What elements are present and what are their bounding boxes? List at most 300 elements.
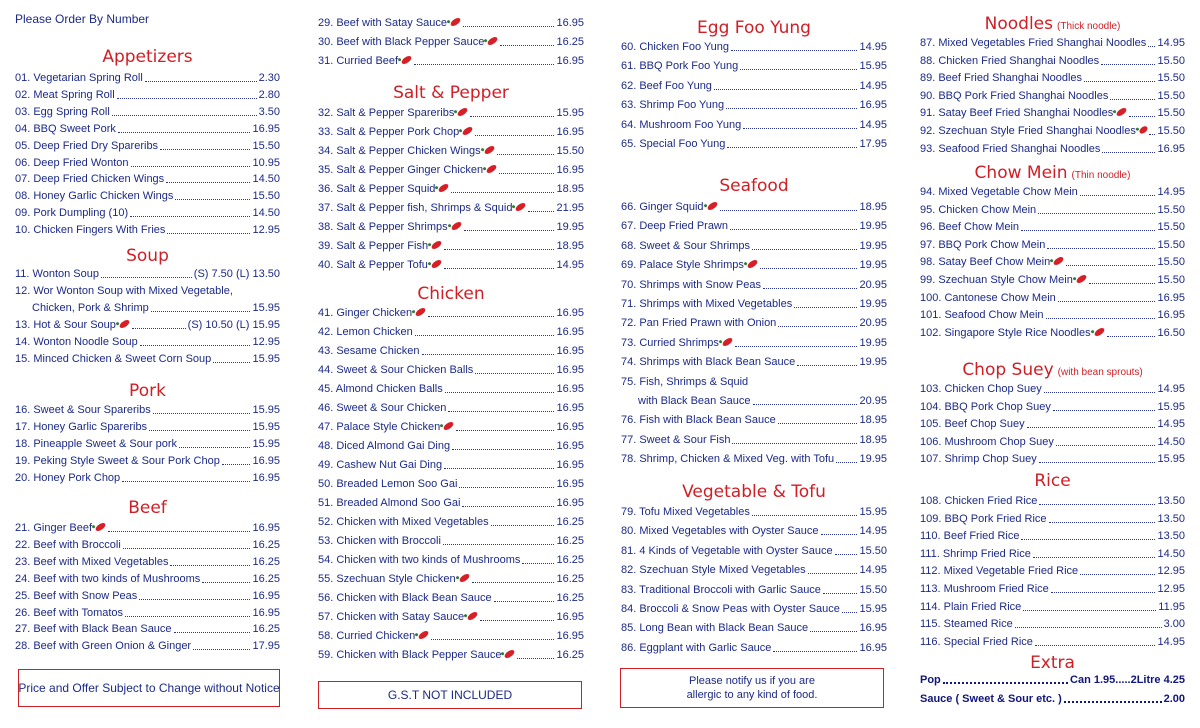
item-price: 12.95 <box>252 224 280 237</box>
menu-item[interactable] <box>920 289 1185 307</box>
menu-item[interactable] <box>15 469 280 487</box>
item-name: 84. Broccoli & Snow Peas with Oyster Sauce <box>621 603 840 615</box>
menu-item[interactable] <box>318 199 584 217</box>
item-price: 18.95 <box>556 240 584 252</box>
item-name: Sauce ( Sweet & Sour etc. ) <box>920 693 1062 705</box>
menu-item[interactable] <box>621 116 887 134</box>
chili-pepper-icon <box>461 126 474 136</box>
menu-item[interactable] <box>318 342 584 360</box>
menu-item[interactable] <box>15 316 280 334</box>
menu-item[interactable] <box>318 14 584 32</box>
menu-item[interactable] <box>318 161 584 179</box>
menu-item[interactable] <box>920 34 1185 52</box>
section-title: Chop Suey <box>962 360 1054 380</box>
item-price: 16.95 <box>556 164 584 176</box>
item-name: 78. Shrimp, Chicken & Mixed Veg. with Tofu <box>621 453 835 466</box>
menu-item[interactable] <box>318 33 584 51</box>
dot-leader <box>213 362 250 363</box>
section-heading-chicken <box>318 283 584 305</box>
item-price: 14.95 <box>1157 635 1185 648</box>
menu-item[interactable] <box>318 513 584 531</box>
item-price: 17.95 <box>859 138 887 150</box>
dot-leader <box>726 108 857 109</box>
item-price: 15.50 <box>252 139 280 152</box>
section-title: Salt & Pepper <box>393 83 509 103</box>
menu-item[interactable] <box>621 411 887 429</box>
item-name: 06. Deep Fried Wonton <box>15 156 129 169</box>
dot-leader <box>1044 392 1156 393</box>
dot-leader <box>475 373 554 374</box>
section-heading-soup <box>15 245 280 267</box>
section-note: (Thin noodle) <box>1071 170 1131 181</box>
item-price: 15.95 <box>556 107 584 119</box>
menu-item[interactable] <box>318 589 584 607</box>
chili-pepper-icon <box>1138 125 1148 134</box>
item-name: 42. Lemon Chicken <box>318 326 413 338</box>
footer-text <box>687 674 818 702</box>
menu-item[interactable] <box>621 431 887 449</box>
dot-leader <box>1089 283 1156 284</box>
menu-item[interactable] <box>621 276 887 294</box>
item-name: 36. Salt & Pepper Squid <box>318 183 436 195</box>
item-price: 16.95 <box>556 402 584 414</box>
item-price: 16.95 <box>556 55 584 67</box>
dot-leader <box>448 411 554 412</box>
menu-item[interactable] <box>920 415 1185 433</box>
menu-item[interactable] <box>621 581 887 599</box>
item-price: 2.30 <box>258 72 280 84</box>
menu-item[interactable] <box>920 324 1185 342</box>
section-title: Rice <box>1034 471 1071 491</box>
item-name: 08. Honey Garlic Chicken Wings <box>15 190 174 203</box>
menu-item[interactable] <box>15 637 280 655</box>
item-price: 14.95 <box>1157 186 1185 198</box>
dot-leader <box>174 632 251 633</box>
dot-leader <box>140 345 251 346</box>
dot-leader <box>1084 81 1155 82</box>
section-note: (Thick noodle) <box>1057 21 1121 32</box>
item-price: 15.50 <box>1157 89 1185 102</box>
item-name: 52. Chicken with Mixed Vegetables <box>318 516 489 528</box>
menu-item[interactable] <box>318 608 584 626</box>
menu-item[interactable] <box>15 170 280 188</box>
item-price: 15.95 <box>252 404 280 416</box>
item-price: 15.50 <box>1157 274 1185 286</box>
item-name: 72. Pan Fried Prawn with Onion <box>621 317 777 330</box>
menu-item[interactable] <box>920 380 1185 398</box>
item-price: 15.50 <box>1157 203 1185 216</box>
item-price: 16.25 <box>556 573 584 585</box>
menu-item[interactable] <box>318 551 584 569</box>
menu-item[interactable] <box>621 334 887 352</box>
menu-item[interactable] <box>15 299 280 317</box>
menu-item[interactable] <box>920 236 1185 254</box>
menu-item[interactable] <box>15 604 280 622</box>
item-price: 21.95 <box>556 202 584 214</box>
menu-item[interactable] <box>621 639 887 657</box>
dot-leader <box>153 413 251 414</box>
dot-leader <box>760 268 858 269</box>
menu-item[interactable] <box>15 187 280 205</box>
menu-item[interactable] <box>15 519 280 537</box>
menu-item[interactable] <box>920 140 1185 158</box>
dot-leader <box>1049 522 1156 523</box>
item-name: 29. Beef with Satay Sauce <box>318 17 448 29</box>
menu-item[interactable] <box>15 333 280 351</box>
item-name: 54. Chicken with two kinds of Mushrooms <box>318 554 521 566</box>
menu-item[interactable] <box>621 522 887 540</box>
menu-item[interactable] <box>920 271 1185 289</box>
item-price: 14.50 <box>1157 547 1185 560</box>
dot-leader <box>773 651 857 652</box>
extra-item[interactable] <box>920 690 1185 708</box>
item-name: 91. Satay Beef Fried Shanghai Noodles <box>920 107 1114 120</box>
menu-item[interactable] <box>15 204 280 222</box>
dot-leader <box>752 515 858 516</box>
item-name: 46. Sweet & Sour Chicken <box>318 402 447 414</box>
item-price: 16.95 <box>556 364 584 376</box>
menu-item[interactable] <box>318 180 584 198</box>
item-price: 16.25 <box>252 623 280 636</box>
menu-item[interactable] <box>621 217 887 235</box>
item-name: 93. Seafood Fried Shanghai Noodles <box>920 142 1101 155</box>
menu-item[interactable] <box>15 435 280 453</box>
item-name: 101. Seafood Chow Mein <box>920 309 1044 322</box>
menu-item[interactable] <box>621 373 887 391</box>
item-name: 64. Mushroom Foo Yung <box>621 118 742 131</box>
section-heading-beef <box>15 497 280 519</box>
menu-item[interactable] <box>15 418 280 436</box>
dot-leader <box>139 599 250 600</box>
section-heading-appetizers <box>15 46 280 68</box>
menu-item[interactable] <box>621 295 887 313</box>
dot-leader <box>1149 134 1155 135</box>
extra-item[interactable] <box>920 671 1185 689</box>
menu-item[interactable] <box>15 154 280 172</box>
menu-item[interactable] <box>920 433 1185 451</box>
menu-item[interactable] <box>318 456 584 474</box>
item-price: 15.95 <box>252 301 280 314</box>
menu-item[interactable] <box>15 282 280 300</box>
menu-item[interactable] <box>920 545 1185 563</box>
dot-leader <box>472 582 555 583</box>
item-name: 70. Shrimps with Snow Peas <box>621 278 762 291</box>
dot-leader <box>444 249 554 250</box>
menu-item[interactable] <box>318 646 584 664</box>
section-title: Pork <box>129 381 166 401</box>
item-name: 90. BBQ Pork Fried Shanghai Noodles <box>920 89 1109 102</box>
menu-item[interactable] <box>318 570 584 588</box>
item-name: 43. Sesame Chicken <box>318 345 420 357</box>
item-price: 18.95 <box>859 201 887 213</box>
menu-item[interactable] <box>15 536 280 554</box>
item-price: 16.95 <box>556 345 584 357</box>
item-price: 19.95 <box>859 356 887 369</box>
chili-pepper-icon <box>487 36 500 46</box>
menu-item[interactable] <box>318 304 584 322</box>
menu-item[interactable] <box>318 218 584 236</box>
dot-leader <box>714 89 858 90</box>
item-price: 16.25 <box>556 554 584 566</box>
item-name: 15. Minced Chicken & Sweet Corn Soup <box>15 352 212 365</box>
dot-leader <box>730 229 857 230</box>
section-title: Vegetable & Tofu <box>682 482 826 502</box>
item-price: 16.25 <box>556 592 584 604</box>
menu-item[interactable] <box>920 201 1185 219</box>
menu-item[interactable] <box>920 122 1185 140</box>
item-price: 16.95 <box>859 622 887 635</box>
footer-notice-2: G.S.T NOT INCLUDED <box>318 681 582 709</box>
item-price: 16.95 <box>556 497 584 509</box>
menu-item[interactable] <box>621 135 887 153</box>
menu-item[interactable] <box>318 532 584 550</box>
menu-item[interactable] <box>920 104 1185 122</box>
item-name: 81. 4 Kinds of Vegetable with Oyster Sauce <box>621 544 833 557</box>
menu-item[interactable] <box>621 38 887 56</box>
dot-leader <box>842 612 858 613</box>
item-price: 16.95 <box>252 522 280 534</box>
dot-leader <box>117 98 257 99</box>
item-name: 102. Singapore Style Rice Noodles <box>920 326 1091 339</box>
menu-item[interactable] <box>621 57 887 75</box>
footer-notice-1: Price and Offer Subject to Change without Notice <box>18 669 280 707</box>
dot-leader <box>444 268 555 269</box>
item-name: 41. Ginger Chicken <box>318 307 413 319</box>
menu-item[interactable] <box>920 492 1185 510</box>
item-name: 95. Chicken Chow Mein <box>920 203 1037 216</box>
item-name: 114. Plain Fried Rice <box>920 600 1022 613</box>
menu-item[interactable] <box>621 542 887 560</box>
chili-pepper-icon <box>417 630 430 640</box>
dot-leader <box>151 311 251 312</box>
item-price: 16.95 <box>556 383 584 395</box>
item-price: 14.95 <box>859 79 887 92</box>
footer-line: Please notify us if you are <box>689 675 815 687</box>
menu-item[interactable] <box>621 314 887 332</box>
dot-leader <box>1015 627 1162 628</box>
dot-leader <box>202 582 250 583</box>
menu-item[interactable] <box>15 265 280 283</box>
menu-item[interactable] <box>920 183 1185 201</box>
item-price: 16.95 <box>556 478 584 490</box>
dot-leader <box>943 682 1068 684</box>
menu-item[interactable] <box>318 437 584 455</box>
menu-item[interactable] <box>621 503 887 521</box>
dot-leader <box>459 487 554 488</box>
dot-leader <box>517 658 554 659</box>
menu-item[interactable] <box>15 69 280 87</box>
item-price: 16.95 <box>556 326 584 338</box>
item-price: 18.95 <box>859 433 887 446</box>
menu-item[interactable] <box>318 475 584 493</box>
chili-pepper-icon <box>485 164 498 174</box>
item-name: 47. Palace Style Chicken <box>318 421 441 433</box>
menu-item[interactable] <box>920 598 1185 616</box>
item-price: 15.50 <box>1157 125 1185 137</box>
item-name: 38. Salt & Pepper Shrimps <box>318 221 448 233</box>
item-name: 55. Szechuan Style Chicken <box>318 573 456 585</box>
dot-leader <box>149 430 250 431</box>
menu-item[interactable] <box>318 256 584 274</box>
menu-item[interactable] <box>318 399 584 417</box>
item-price: 15.95 <box>252 352 280 365</box>
item-name: 69. Palace Style Shrimps <box>621 259 744 272</box>
dot-leader <box>1102 152 1155 153</box>
item-name: Pop <box>920 674 941 686</box>
menu-item[interactable] <box>920 580 1185 598</box>
item-price: 19.95 <box>859 298 887 310</box>
item-name: 05. Deep Fried Dry Spareribs <box>15 139 159 152</box>
menu-item[interactable] <box>920 615 1185 633</box>
menu-item[interactable] <box>318 237 584 255</box>
menu-item[interactable] <box>920 87 1185 105</box>
menu-item[interactable] <box>920 562 1185 580</box>
dot-leader <box>1035 645 1156 646</box>
menu-item[interactable] <box>318 627 584 645</box>
menu-item[interactable] <box>15 103 280 121</box>
item-price: 19.95 <box>556 221 584 233</box>
item-name: 17. Honey Garlic Spareribs <box>15 420 148 433</box>
menu-item[interactable] <box>318 323 584 341</box>
item-name: 82. Szechuan Style Mixed Vegetables <box>621 564 806 577</box>
item-name: 22. Beef with Broccoli <box>15 538 121 551</box>
menu-item[interactable] <box>15 86 280 104</box>
section-heading-salt-pepper <box>318 82 584 104</box>
dot-leader <box>1080 574 1155 575</box>
dot-leader <box>740 69 857 70</box>
item-price: 14.95 <box>1157 383 1185 395</box>
menu-item[interactable] <box>318 361 584 379</box>
menu-item[interactable] <box>920 69 1185 87</box>
dot-leader <box>145 81 257 82</box>
menu-item[interactable] <box>318 380 584 398</box>
menu-item[interactable] <box>318 123 584 141</box>
dot-leader <box>112 115 257 116</box>
menu-item[interactable] <box>15 120 280 138</box>
menu-item[interactable] <box>920 52 1185 70</box>
menu-item[interactable] <box>15 137 280 155</box>
menu-item[interactable] <box>318 494 584 512</box>
section-title: Noodles <box>984 14 1053 34</box>
dot-leader <box>160 149 250 150</box>
menu-item[interactable] <box>621 353 887 371</box>
menu-item[interactable] <box>920 218 1185 236</box>
dot-leader <box>1080 195 1156 196</box>
item-price: 15.95 <box>1157 400 1185 413</box>
menu-item[interactable] <box>920 450 1185 468</box>
menu-item[interactable] <box>15 221 280 239</box>
menu-item[interactable] <box>318 418 584 436</box>
dot-leader <box>118 132 251 133</box>
menu-item[interactable] <box>621 450 887 468</box>
menu-item[interactable] <box>621 392 887 410</box>
item-name: 65. Special Foo Yung <box>621 138 726 150</box>
item-name: 57. Chicken with Satay Sauce <box>318 611 465 623</box>
menu-item[interactable] <box>621 600 887 618</box>
item-price: 3.50 <box>258 105 280 118</box>
item-name: 113. Mushroom Fried Rice <box>920 583 1049 595</box>
dot-leader <box>122 481 250 482</box>
menu-item[interactable] <box>621 561 887 579</box>
item-name: 11. Wonton Soup <box>15 268 99 280</box>
menu-item[interactable] <box>621 237 887 255</box>
item-name: 111. Shrimp Fried Rice <box>920 547 1031 560</box>
dot-leader <box>752 249 857 250</box>
dot-leader <box>123 548 251 549</box>
menu-item[interactable] <box>920 398 1185 416</box>
menu-item[interactable] <box>15 401 280 419</box>
menu-item[interactable] <box>15 587 280 605</box>
menu-item[interactable] <box>621 256 887 274</box>
item-price: 16.95 <box>252 122 280 135</box>
dot-leader <box>1038 213 1155 214</box>
menu-item[interactable] <box>318 52 584 70</box>
menu-item[interactable] <box>920 633 1185 651</box>
item-name: 23. Beef with Mixed Vegetables <box>15 555 169 568</box>
menu-item[interactable] <box>318 142 584 160</box>
item-name: 80. Mixed Vegetables with Oyster Sauce <box>621 525 819 538</box>
chili-pepper-icon <box>400 55 413 65</box>
menu-item[interactable] <box>621 77 887 95</box>
item-name: 26. Beef with Tomatos <box>15 606 124 619</box>
item-price: Can 1.95.....2Litre 4.25 <box>1070 674 1185 686</box>
item-price: 15.50 <box>1157 238 1185 251</box>
item-name: 19. Peking Style Sweet & Sour Pork Chop <box>15 454 220 467</box>
menu-item[interactable] <box>621 96 887 114</box>
item-name: 28. Beef with Green Onion & Ginger <box>15 640 192 653</box>
item-name: 100. Cantonese Chow Mein <box>920 291 1056 304</box>
item-price: 12.95 <box>252 335 280 348</box>
dot-leader <box>528 211 554 212</box>
dot-leader <box>1033 557 1156 558</box>
menu-item[interactable] <box>15 553 280 571</box>
item-price: 16.95 <box>1157 142 1185 155</box>
item-name: 21. Ginger Beef <box>15 522 93 534</box>
menu-item[interactable] <box>621 619 887 637</box>
menu-item[interactable] <box>15 350 280 368</box>
footer-line: allergic to any kind of food. <box>686 689 818 701</box>
item-price: 16.25 <box>252 538 280 551</box>
item-price: 16.95 <box>556 307 584 319</box>
menu-item[interactable] <box>15 570 280 588</box>
menu-item[interactable] <box>318 104 584 122</box>
section-heading-pork <box>15 380 280 402</box>
item-price: 19.95 <box>859 220 887 233</box>
menu-item[interactable] <box>920 510 1185 528</box>
item-price: 14.95 <box>1157 37 1185 49</box>
menu-item[interactable] <box>15 620 280 638</box>
item-name: 31. Curried Beef <box>318 55 399 67</box>
item-price: 16.95 <box>556 630 584 642</box>
item-name: 73. Curried Shrimps <box>621 336 719 349</box>
item-price: 15.50 <box>556 145 584 157</box>
menu-item[interactable] <box>920 527 1185 545</box>
item-name: 86. Eggplant with Garlic Sauce <box>621 641 772 654</box>
menu-item[interactable] <box>621 198 887 216</box>
item-name: 14. Wonton Noodle Soup <box>15 335 138 348</box>
item-name: 75. Fish, Shrimps & Squid <box>621 375 749 388</box>
dot-leader <box>1110 99 1155 100</box>
menu-item[interactable] <box>15 452 280 470</box>
item-price: 14.50 <box>1157 435 1185 448</box>
dot-leader <box>108 531 250 532</box>
dot-leader <box>821 534 858 535</box>
menu-item[interactable] <box>920 306 1185 324</box>
item-price: 13.50 <box>1157 512 1185 525</box>
menu-item[interactable] <box>920 253 1185 271</box>
dot-leader <box>808 573 858 574</box>
item-name: 20. Honey Pork Chop <box>15 471 121 484</box>
